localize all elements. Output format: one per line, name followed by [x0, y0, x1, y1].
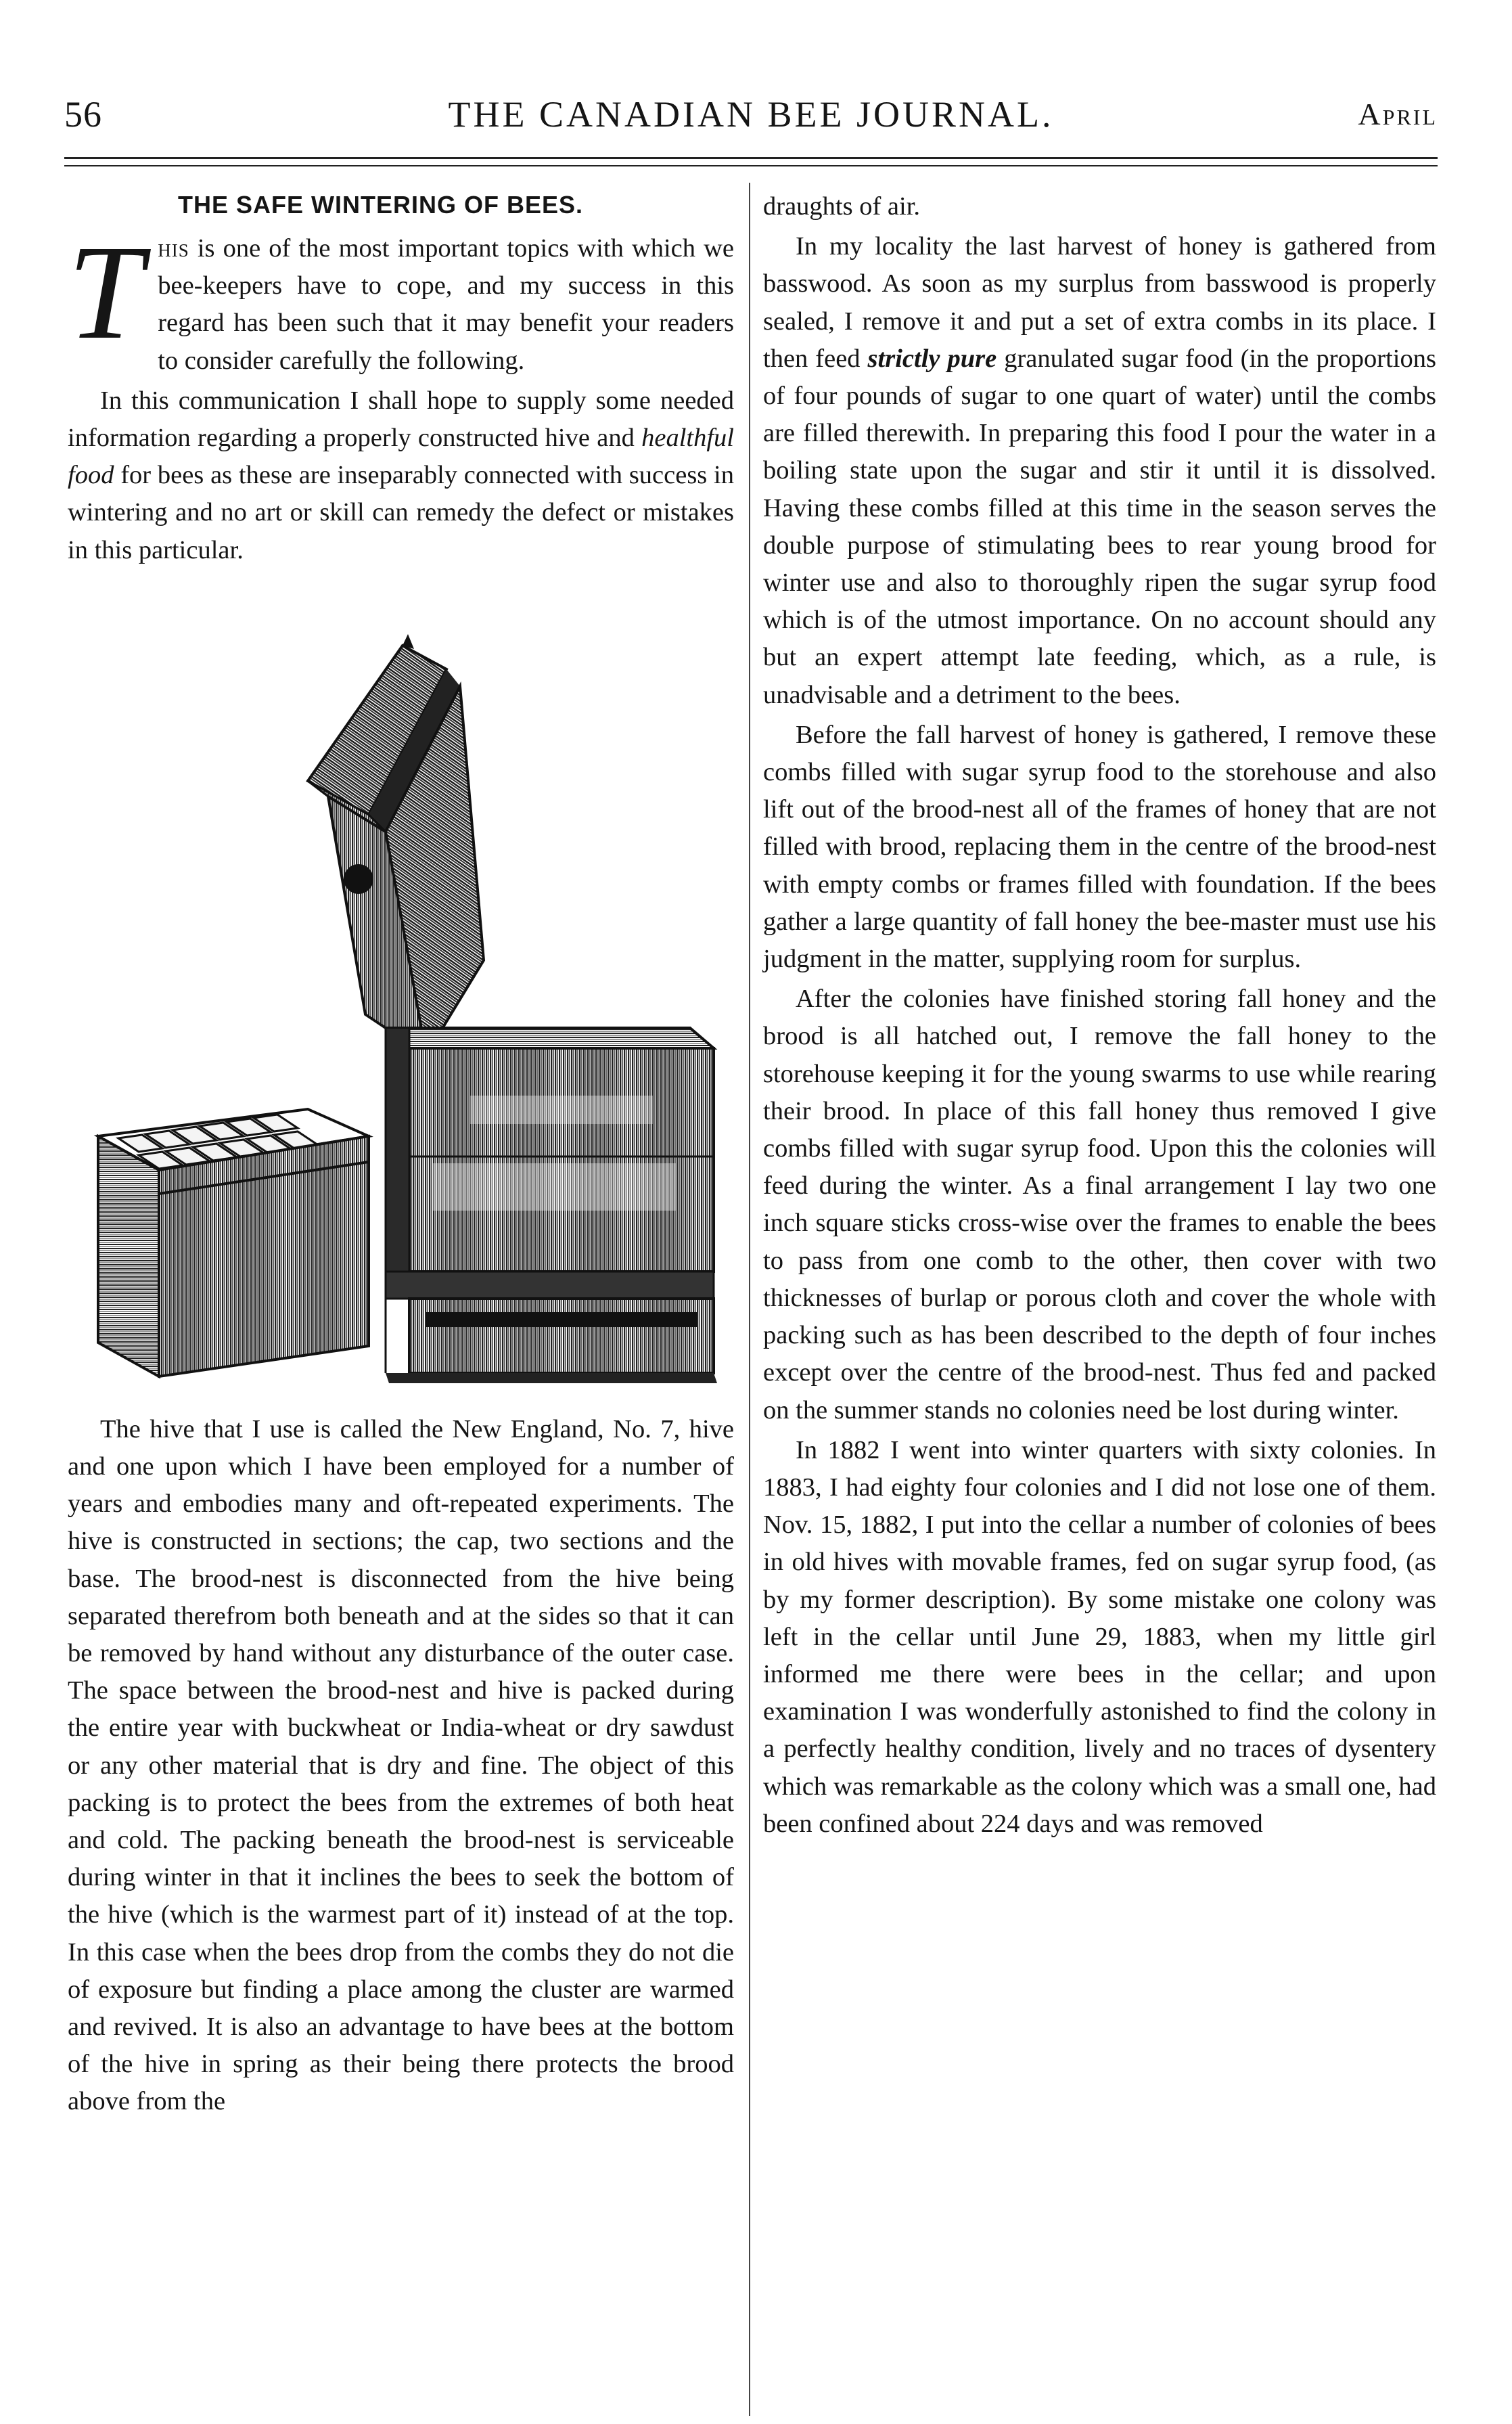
page-number: 56: [64, 94, 102, 135]
paragraph-continuation: draughts of air.: [763, 192, 921, 221]
left-column: [68, 188, 734, 2121]
intro-paragraph: [68, 218, 734, 380]
column-divider: [749, 183, 750, 2416]
page-header: [64, 93, 1438, 148]
paragraph-winter-quarters: In 1882 I went into winter quarters with sixty colonies. In 1883, I had eighty four colonies and I did not lose one of them. Nov. 15, 1882, I put into the cellar a number of colonies of bees in old hives with movable frames, fed on sugar syrup food, (as by my former description). By some mistake one colony was left in the cellar until June 29, 1883, when my little girl informed me there were bees in the cellar; and upon examination I was wonderfully astonished to find the colony in a perfectly healthy condition, lively and no traces of dysentery which was remarkable as the colony which was a small one, had been confined about 224 days and was removed: [763, 1435, 1436, 1838]
emphasis-healthful-food: healthful food: [68, 424, 734, 490]
paragraph-winter-arrangement: After the colonies have finished storing fall honey and the brood is all hatched out, I remove the fall honey to the storehouse keeping it for the young swarms to use while rearing their brood. In place of this fall honey thus removed I give combs filled with sugar syrup food. Upon this the colonies will feed during the winter. As a final arrangement I lay two one inch square sticks cross-wise over the frames to enable the bees to pass from one comb to the other, then cover with two thicknesses of burlap or porous cloth and cover the whole with packing such as has been described to the depth of four inches except over the centre of the brood-nest. Thus fed and packed on the summer stands no colonies need be lost during winter.: [763, 985, 1436, 1424]
header-rule: [64, 157, 1438, 159]
paragraph-text: granulated sugar food (in the proportions of four pounds of sugar to one quart of water) until the combs are filled therewith. In preparing this food I pour the water in a boiling state upon the sugar and stir it until it is dissolved. Having these combs filled at this time in the season serves the double purpose of stimulating bees to rear young brood for winter use and also to thoroughly ripen the sugar syrup food which is of the utmost importance. On no account should any but an expert attempt late feeding, which, as a rule, is unadvisable and a detriment to the bees.: [763, 344, 1436, 709]
paragraph-text: In my locality the last harvest of honey is gathered from basswood. As soon as my surplus from basswood is properly sealed, I remove it and put a set of extra combs in its place. I then feed: [763, 232, 1436, 373]
paragraph-basswood-feeding: [763, 228, 1436, 714]
header-rule-thin: [64, 165, 1438, 166]
drop-cap: T: [68, 218, 143, 367]
paragraph-hive-description: The hive that I use is called the New England, No. 7, hive and one upon which I have been employed for a number of years and embodies many and oft-repeated experiments. The hive is constructed in sections; the cap, two sections and the base. The brood-nest is disconnected from the hive being separated therefrom both beneath and at the sides so that it can be removed by hand without any disturbance of the outer case. The space between the brood-nest and hive is packed during the entire year with buckwheat or India-wheat or dry sawdust or any other material that is dry and fine. The object of this packing is to protect the bees from the extremes of both heat and cold. The packing beneath the brood-nest is serviceable during winter in that it inclines the bees to seek the bottom of the hive (which is the warmest part of it) instead of at the top. In this case when the bees drop from the combs they do not die of exposure but finding a place among the cluster are warmed and revived. It is also an advantage to have bees at the bottom of the hive in spring as their being there protects the brood above from the: [68, 1414, 734, 2116]
paragraph-fall-harvest: Before the fall harvest of honey is gathered, I remove these combs filled with sugar syrup food to the storehouse and also lift out of the brood-nest all of the frames of honey that are not filled with brood, replacing them in the centre of the brood-nest with empty combs or frames filled with foundation. If the bees gather a large quantity of fall honey the bee-master must use his judgment in the matter, supplying room for surplus.: [763, 720, 1436, 974]
paragraph-text: for bees as these are inseparably connected with success in wintering and no art or skill can remedy the defect or mistakes in this particular.: [68, 461, 734, 564]
journal-title: THE CANADIAN BEE JOURNAL.: [448, 94, 1054, 135]
intro-smallcaps: his: [158, 234, 189, 263]
article-title: THE SAFE WINTERING OF BEES.: [177, 191, 584, 219]
paragraph-hive-food: [68, 382, 734, 569]
paragraph-text: In this communication I shall hope to supply some needed information regarding a properly constructed hive and: [68, 386, 734, 453]
right-column: [763, 188, 1436, 1843]
emphasis-strictly-pure: strictly pure: [867, 344, 997, 373]
beehive-engraving-icon: [68, 581, 734, 1404]
intro-text: is one of the most important topics with which we bee-keepers have to cope, and my success in this regard has been such that it may benefit your readers to consider carefully the following.: [158, 234, 734, 375]
issue-month: April: [1358, 97, 1438, 131]
